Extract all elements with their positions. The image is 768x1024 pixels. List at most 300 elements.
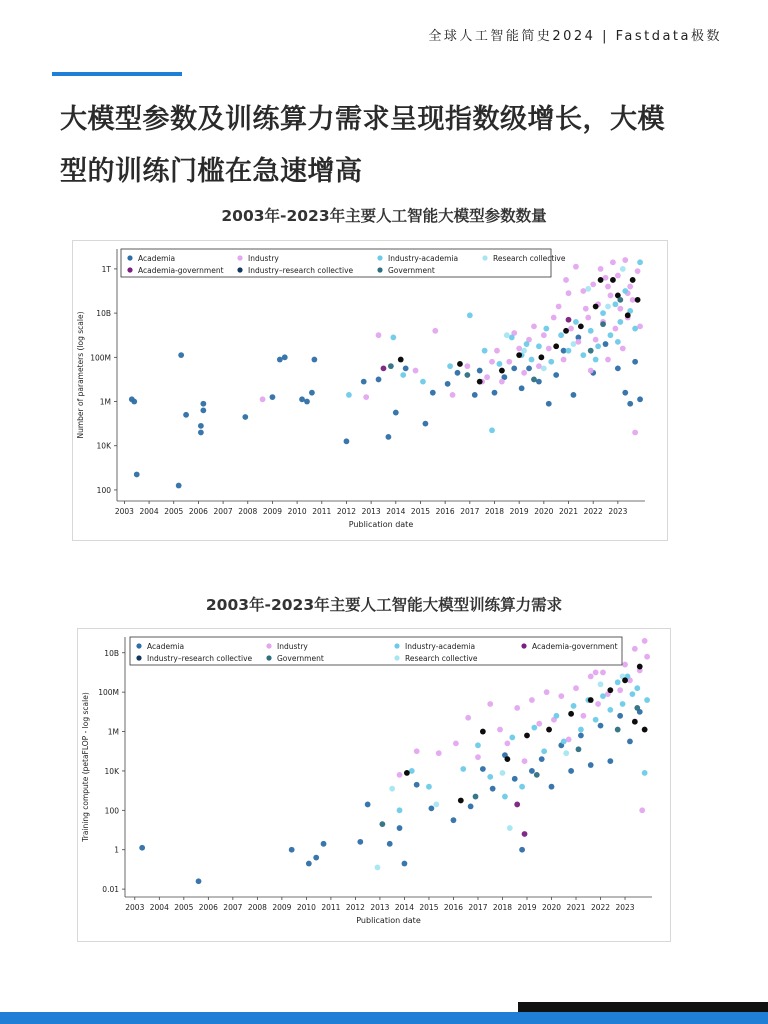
x-tick-label: 2009	[262, 507, 282, 516]
series-industry	[260, 257, 643, 435]
series-academia-government	[514, 802, 527, 837]
x-tick-label: 2019	[517, 903, 537, 912]
data-point	[615, 365, 621, 371]
data-point	[588, 348, 594, 354]
data-point	[451, 817, 457, 823]
data-point	[467, 312, 473, 318]
data-point	[620, 346, 626, 352]
data-point	[363, 394, 369, 400]
data-point	[605, 357, 611, 363]
data-point	[634, 705, 640, 711]
legend-label-industry-research-collective: Industry–research collective	[147, 654, 253, 663]
x-tick-label: 2016	[435, 507, 455, 516]
data-point	[404, 770, 410, 776]
x-tick-label: 2007	[223, 903, 243, 912]
data-point	[639, 807, 645, 813]
legend-label-industry: Industry	[277, 642, 308, 651]
data-point	[629, 691, 635, 697]
x-axis-label: Publication date	[356, 916, 421, 925]
x-tick-label: 2015	[419, 903, 439, 912]
data-point	[519, 385, 525, 391]
data-point	[519, 847, 525, 853]
data-point	[622, 390, 628, 396]
data-point	[637, 323, 643, 329]
data-point	[376, 332, 382, 338]
data-point	[568, 711, 574, 717]
data-point	[538, 354, 544, 360]
data-point	[553, 343, 559, 349]
data-point	[563, 277, 569, 283]
y-tick-label: 1M	[107, 727, 119, 737]
data-point	[398, 357, 404, 363]
x-tick-label: 2008	[247, 903, 267, 912]
data-point	[304, 399, 310, 405]
data-point	[642, 727, 648, 733]
data-point	[575, 339, 581, 345]
legend-marker-industry-academia	[377, 255, 382, 260]
data-point	[397, 772, 403, 778]
data-point	[504, 332, 510, 338]
data-point	[260, 396, 266, 402]
data-point	[593, 357, 599, 363]
x-tick-label: 2020	[541, 903, 562, 912]
legend-label-academia-government: Academia-government	[532, 642, 618, 651]
data-point	[529, 697, 535, 703]
data-point	[460, 766, 466, 772]
y-tick-label: 1	[114, 845, 119, 855]
data-point	[390, 335, 396, 341]
data-point	[588, 762, 594, 768]
legend-label-industry-academia: Industry-academia	[388, 254, 459, 263]
data-point	[566, 290, 572, 296]
data-point	[428, 805, 434, 811]
data-point	[617, 297, 623, 303]
data-point	[357, 839, 363, 845]
data-point	[622, 257, 628, 263]
data-point	[455, 370, 461, 376]
data-point	[588, 328, 594, 334]
data-point	[504, 756, 510, 762]
data-point	[379, 821, 385, 827]
y-tick-label: 10B	[96, 309, 111, 319]
data-point	[585, 286, 591, 292]
series-industry-academia	[346, 259, 643, 433]
data-point	[420, 379, 426, 385]
x-tick-label: 2011	[321, 903, 341, 912]
data-point	[546, 346, 552, 352]
x-tick-label: 2003	[114, 507, 134, 516]
data-point	[397, 807, 403, 813]
data-point	[625, 312, 631, 318]
data-point	[598, 266, 604, 272]
data-point	[632, 430, 638, 436]
data-point	[617, 306, 623, 312]
data-point	[484, 374, 490, 380]
data-point	[445, 381, 451, 387]
data-point	[622, 288, 628, 294]
data-point	[546, 727, 552, 733]
data-point	[603, 275, 609, 281]
data-point	[598, 723, 604, 729]
data-point	[627, 738, 633, 744]
data-point	[595, 701, 601, 707]
data-point	[573, 319, 579, 325]
x-tick-label: 2007	[213, 507, 233, 516]
series-academia	[139, 709, 642, 884]
data-point	[583, 306, 589, 312]
data-point	[536, 343, 542, 349]
page-title-line-1: 大模型参数及训练算力需求呈现指数级增长，大模	[60, 104, 665, 135]
data-point	[588, 368, 594, 374]
data-point	[635, 268, 641, 274]
data-point	[387, 841, 393, 847]
data-point	[178, 352, 184, 358]
data-point	[563, 750, 569, 756]
legend-label-research-collective: Research collective	[493, 254, 566, 263]
data-point	[551, 315, 557, 321]
data-point	[200, 407, 206, 413]
x-tick-label: 2010	[287, 507, 307, 516]
data-point	[196, 878, 202, 884]
data-point	[489, 359, 495, 365]
data-point	[544, 689, 550, 695]
data-point	[563, 328, 569, 334]
data-point	[242, 414, 248, 420]
chart-1-box	[72, 240, 668, 541]
data-point	[511, 365, 517, 371]
data-point	[502, 794, 508, 800]
x-tick-label: 2022	[590, 903, 611, 912]
data-point	[458, 798, 464, 804]
x-tick-label: 2004	[149, 903, 169, 912]
legend-marker-government	[266, 655, 271, 660]
x-tick-label: 2010	[296, 903, 316, 912]
data-point	[499, 379, 505, 385]
data-point	[558, 693, 564, 699]
x-tick-label: 2012	[345, 903, 365, 912]
data-point	[433, 802, 439, 808]
data-point	[529, 768, 535, 774]
data-point	[309, 390, 315, 396]
data-point	[200, 401, 206, 407]
x-tick-label: 2020	[534, 507, 554, 516]
data-point	[536, 379, 542, 385]
data-point	[600, 310, 606, 316]
legend-marker-research-collective	[482, 255, 487, 260]
legend-label-industry: Industry	[248, 254, 279, 263]
data-point	[522, 758, 528, 764]
data-point	[344, 438, 350, 444]
y-axis-label: Training compute (petaFLOP - log scale)	[81, 692, 90, 842]
data-point	[593, 337, 599, 343]
data-point	[509, 735, 515, 741]
data-point	[524, 733, 530, 739]
data-point	[497, 361, 503, 367]
data-point	[561, 738, 567, 744]
data-point	[346, 392, 352, 398]
data-point	[414, 748, 420, 754]
legend-label-industry-academia: Industry-academia	[405, 642, 476, 651]
data-point	[573, 264, 579, 270]
legend-marker-academia	[136, 643, 141, 648]
data-point	[321, 841, 327, 847]
data-point	[571, 703, 577, 709]
data-point	[561, 348, 567, 354]
data-point	[414, 782, 420, 788]
x-tick-label: 2017	[460, 507, 480, 516]
x-tick-label: 2012	[336, 507, 357, 516]
x-tick-label: 2019	[509, 507, 529, 516]
data-point	[615, 339, 621, 345]
data-point	[590, 281, 596, 287]
data-point	[553, 372, 559, 378]
data-point	[480, 729, 486, 735]
series-academia	[129, 335, 643, 489]
y-tick-label: 100M	[98, 688, 119, 698]
data-point	[447, 363, 453, 369]
legend-label-industry-research-collective: Industry–research collective	[248, 266, 354, 275]
data-point	[531, 377, 537, 383]
data-point	[464, 372, 470, 378]
data-point	[632, 646, 638, 652]
legend-marker-industry	[266, 643, 271, 648]
data-point	[516, 346, 522, 352]
legend-marker-academia-government	[521, 643, 526, 648]
data-point	[566, 348, 572, 354]
data-point	[578, 727, 584, 733]
x-tick-label: 2021	[558, 507, 579, 516]
y-tick-label: 100	[104, 806, 119, 816]
data-point	[506, 359, 512, 365]
data-point	[644, 697, 650, 703]
footer-dark-bar	[518, 1002, 768, 1012]
legend-label-research-collective: Research collective	[405, 654, 478, 663]
data-point	[541, 332, 547, 338]
data-point	[615, 727, 621, 733]
data-point	[566, 317, 572, 323]
page-title-line-2: 型的训练门槛在急速增高	[60, 156, 363, 187]
data-point	[397, 825, 403, 831]
x-tick-label: 2005	[174, 903, 194, 912]
data-point	[402, 861, 408, 867]
data-point	[512, 776, 518, 782]
data-point	[376, 377, 382, 383]
data-point	[311, 357, 317, 363]
data-point	[632, 719, 638, 725]
data-point	[607, 707, 613, 713]
data-point	[617, 319, 623, 325]
x-tick-label: 2009	[272, 903, 292, 912]
data-point	[500, 770, 506, 776]
legend-marker-academia	[127, 255, 132, 260]
data-point	[475, 742, 481, 748]
x-tick-label: 2003	[125, 903, 145, 912]
legend-label-academia-government: Academia-government	[138, 266, 224, 275]
data-point	[526, 365, 532, 371]
data-point	[198, 430, 204, 436]
x-tick-label: 2018	[484, 507, 505, 516]
data-point	[450, 392, 456, 398]
data-point	[521, 370, 527, 376]
data-point	[534, 772, 540, 778]
x-tick-label: 2008	[238, 507, 258, 516]
data-point	[615, 273, 621, 279]
data-point	[585, 315, 591, 321]
data-point	[289, 847, 295, 853]
data-point	[489, 427, 495, 433]
x-tick-label: 2011	[312, 507, 332, 516]
data-point	[536, 721, 542, 727]
data-point	[642, 638, 648, 644]
data-point	[554, 713, 560, 719]
chart-1-title: 2003年-2023年主要人工智能大模型参数数量	[221, 207, 547, 225]
data-point	[603, 341, 609, 347]
data-point	[541, 748, 547, 754]
data-point	[548, 359, 554, 365]
data-point	[494, 348, 500, 354]
data-point	[531, 323, 537, 329]
data-point	[313, 855, 319, 861]
data-point	[608, 293, 614, 299]
data-point	[198, 423, 204, 429]
legend-label-government: Government	[388, 266, 435, 275]
y-tick-label: 1T	[101, 264, 111, 274]
data-point	[630, 297, 636, 303]
data-point	[637, 259, 643, 265]
data-point	[593, 304, 599, 310]
data-point	[571, 341, 577, 347]
legend-label-government: Government	[277, 654, 324, 663]
data-point	[492, 390, 498, 396]
data-point	[306, 861, 312, 867]
legend-marker-industry-academia	[394, 643, 399, 648]
data-point	[558, 332, 564, 338]
x-tick-label: 2018	[492, 903, 513, 912]
legend-marker-industry-research-collective	[237, 267, 242, 272]
data-point	[423, 421, 429, 427]
data-point	[522, 831, 528, 837]
data-point	[635, 297, 641, 303]
x-axis-label: Publication date	[348, 520, 414, 529]
data-point	[620, 266, 626, 272]
data-point	[277, 357, 283, 363]
data-point	[630, 277, 636, 283]
x-tick-label: 2017	[468, 903, 488, 912]
legend-marker-industry-research-collective	[136, 655, 141, 660]
data-point	[571, 392, 577, 398]
data-point	[546, 401, 552, 407]
data-point	[519, 784, 525, 790]
data-point	[432, 328, 438, 334]
x-tick-label: 2004	[139, 507, 159, 516]
data-point	[634, 685, 640, 691]
data-point	[580, 713, 586, 719]
legend-label-academia: Academia	[147, 642, 185, 651]
data-point	[403, 365, 409, 371]
y-tick-label: 100	[96, 485, 111, 495]
data-point	[608, 332, 614, 338]
parameters-scatter-chart	[73, 241, 667, 540]
data-point	[521, 348, 527, 354]
x-tick-label: 2023	[615, 903, 635, 912]
data-point	[453, 740, 459, 746]
data-point	[430, 390, 436, 396]
x-tick-label: 2013	[370, 903, 390, 912]
data-point	[514, 705, 520, 711]
data-point	[477, 379, 483, 385]
x-tick-label: 2013	[361, 507, 381, 516]
data-point	[472, 392, 478, 398]
data-point	[612, 301, 618, 307]
legend-marker-research-collective	[394, 655, 399, 660]
data-point	[600, 670, 606, 676]
x-tick-label: 2016	[443, 903, 464, 912]
data-point	[497, 727, 503, 733]
data-point	[568, 326, 574, 332]
x-tick-label: 2015	[410, 507, 431, 516]
data-point	[413, 368, 419, 374]
x-tick-label: 2006	[188, 507, 208, 516]
data-point	[524, 341, 530, 347]
series-industry-academia	[397, 673, 650, 813]
data-point	[465, 715, 471, 721]
x-tick-label: 2023	[608, 507, 628, 516]
data-point	[531, 725, 537, 731]
x-tick-label: 2022	[583, 507, 603, 516]
data-point	[270, 394, 276, 400]
y-tick-label: 1M	[99, 397, 111, 407]
data-point	[627, 401, 633, 407]
data-point	[610, 277, 616, 283]
accent-line	[52, 72, 182, 76]
data-point	[605, 304, 611, 310]
y-axis-label: Number of parameters (log scale)	[76, 311, 85, 439]
data-point	[576, 746, 582, 752]
data-point	[607, 687, 613, 693]
data-point	[176, 483, 182, 489]
data-point	[637, 396, 643, 402]
data-point	[400, 372, 406, 378]
data-point	[600, 693, 606, 699]
data-point	[620, 701, 626, 707]
data-point	[578, 323, 584, 329]
y-tick-label: 0.01	[102, 885, 119, 895]
data-point	[610, 259, 616, 265]
data-point	[381, 365, 387, 371]
compute-scatter-chart	[78, 629, 670, 941]
page-title	[60, 94, 720, 198]
data-point	[543, 326, 549, 332]
y-tick-label: 10K	[96, 441, 111, 451]
legend-label-academia: Academia	[138, 254, 176, 263]
data-point	[426, 784, 432, 790]
data-point	[588, 697, 594, 703]
data-point	[504, 740, 510, 746]
data-point	[393, 410, 399, 416]
data-point	[365, 802, 371, 808]
data-point	[637, 664, 643, 670]
data-point	[617, 713, 623, 719]
chart-2-box	[77, 628, 671, 942]
data-point	[568, 768, 574, 774]
series-academia-government	[381, 317, 572, 371]
data-point	[468, 803, 474, 809]
data-point	[607, 758, 613, 764]
data-point	[593, 670, 599, 676]
data-point	[299, 396, 305, 402]
data-point	[282, 354, 288, 360]
y-tick-label: 100M	[90, 353, 111, 363]
